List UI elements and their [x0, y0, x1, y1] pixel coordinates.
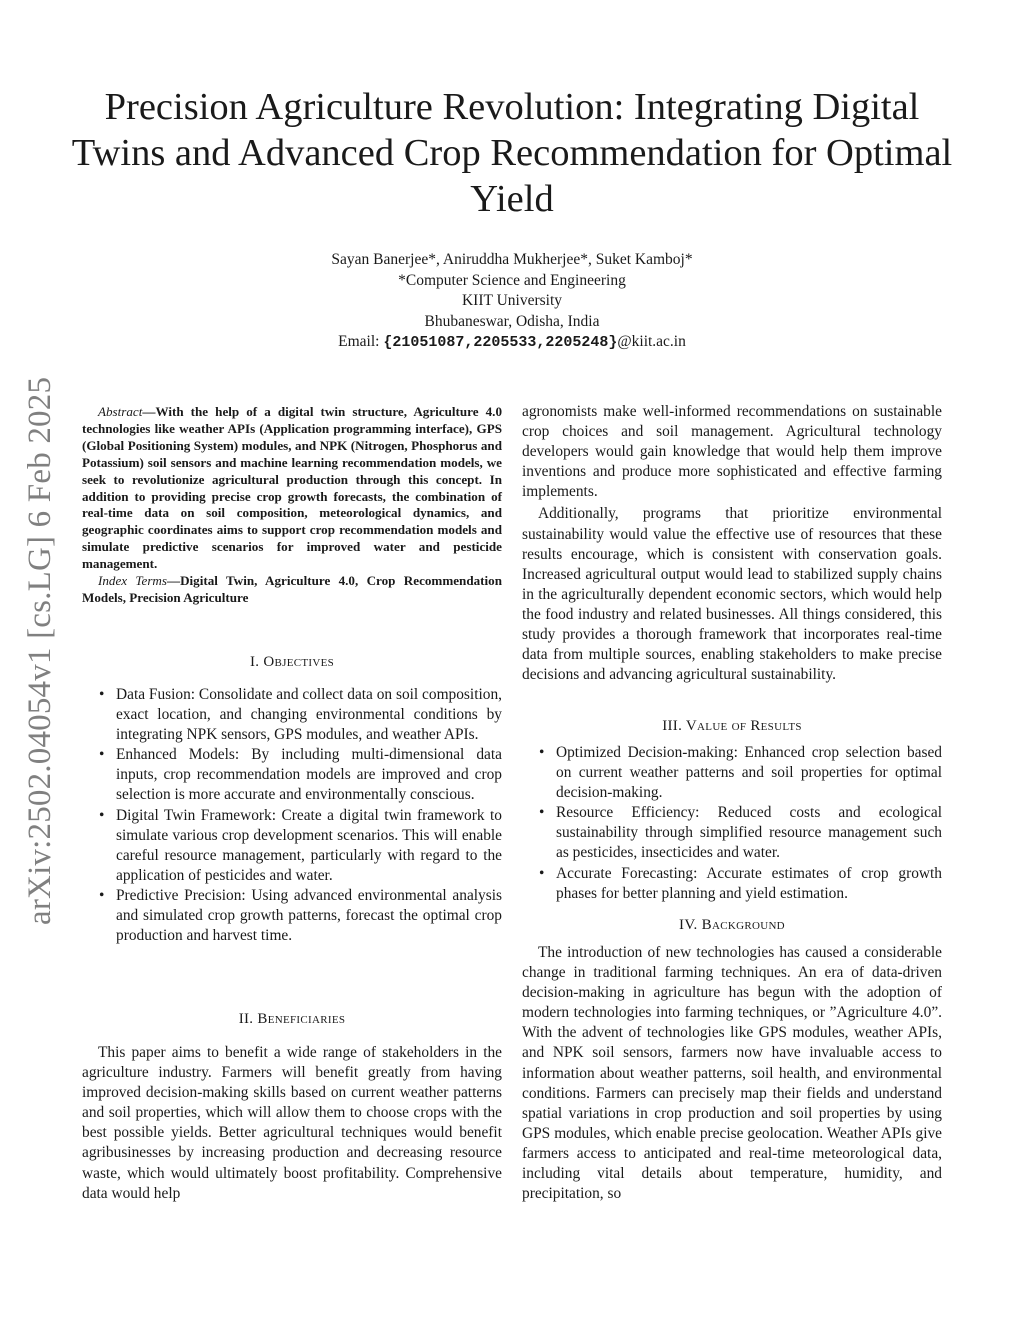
index-terms-label: Index Terms [98, 573, 167, 589]
list-item: • Digital Twin Framework: Create a digital twin framework to simulate various crop development scenarios. This will enable careful resource management, particularly with regard to the application of pesticides and water. [116, 806, 502, 886]
author-names: Sayan Banerjee*, Aniruddha Mukherjee*, Suket Kamboj* [331, 251, 693, 268]
paragraph: Additionally, programs that prioritize environmental sustainability would value the effective use of resources that these results encourage, which is consistent with conservation goals. Increased agricultural output would lead to stabilized supply chains in the agriculturally dependent economic sectors, which would help the food industry and related businesses. All things considered, this study provides a thorough framework that incorporates real-time data from multiple sources, enabling stakeholders to make precise decisions and advancing agricultural sustainability. [522, 505, 942, 684]
arxiv-stamp: arXiv:2502.04054v1 [cs.LG] 6 Feb 2025 [22, 376, 58, 925]
list-item: • Predictive Precision: Using advanced environmental analysis and simulated crop growth patterns, forecast the optimal crop production and harvest time. [116, 886, 502, 946]
list-item: • Resource Efficiency: Reduced costs and ecological sustainability through simplified resource management such as pesticides, insecticides and water. [556, 803, 942, 863]
university: KIIT University [461, 292, 563, 309]
list-item: • Enhanced Models: By including multi-dimensional data inputs, crop recommendation models are improved and crop selection is more accurate and environmentally conscious. [116, 745, 502, 805]
objectives-list [82, 685, 502, 946]
location: Bhubaneswar, Odisha, India [424, 312, 600, 330]
value-list [522, 743, 942, 904]
list-item: • Optimized Decision-making: Enhanced crop selection based on current weather patterns and soil properties for optimal decision-making. [556, 743, 942, 803]
paragraph: agronomists make well-informed recommendations on sustainable crop choices and soil management. Agricultural technology developers would gain knowledge that would help them improve inventions and produce more sophisticated and effective farming implements. [522, 403, 942, 501]
paper-title: Precision Agriculture Revolution: Integrating Digital Twins and Advanced Crop Recommendation for Optimal Yield [71, 86, 953, 220]
department: *Computer Science and Engineering [398, 271, 626, 289]
beneficiaries-continued [522, 402, 942, 685]
paragraph: This paper aims to benefit a wide range of stakeholders in the agriculture industry. Farmers will benefit greatly from having improved decision-making skills based on current weather patterns and soil properties, which will allow them to choose crops with the best possible yields. Better agricultural techniques would benefit agribusinesses by increasing production and decreasing resource waste, which would ultimately boost profitability. Comprehensive data would help [82, 1044, 502, 1202]
list-item: • Accurate Forecasting: Accurate estimates of crop growth phases for better planning and yield estimation. [556, 864, 942, 904]
abstract-block [82, 404, 502, 607]
section-heading-value-of-results: III. Value of Results [662, 718, 802, 734]
abstract-label: Abstract [98, 404, 143, 419]
section-heading-objectives: I. Objectives [249, 654, 335, 670]
email-line [200, 332, 824, 354]
index-terms [82, 573, 502, 607]
abstract [82, 404, 502, 573]
email-ids: {21051087,2205533,2205248} [383, 334, 618, 351]
email-label: Email: [338, 333, 380, 350]
paragraph: The introduction of new technologies has caused a considerable change in traditional farming techniques. An era of data-driven decision-making in agriculture has begun with the adoption of modern technologies into farming techniques, or ”Agriculture 4.0”. With the advent of technologies like GPS modules, weather APIs, and NPK soil sensors, farmers now have invaluable access to information about weather patterns, soil health, and environmental conditions. Farmers can precisely map their fields and understand spatial variations in crop production and soil properties by using GPS modules, which enable precise geolocation. Weather APIs give farmers access to anticipated and real-time meteorological data, including vital details about temperature, humidity, and precipitation, so [522, 944, 942, 1203]
index-terms-text: —Digital Twin, Agriculture 4.0, Crop Recommendation Models, Precision Agriculture [82, 573, 502, 605]
beneficiaries-body [82, 1043, 502, 1204]
background-body [522, 943, 942, 1204]
section-heading-beneficiaries: II. Beneficiaries [238, 1011, 346, 1027]
author-block [200, 250, 824, 354]
abstract-text: —With the help of a digital twin structure, Agriculture 4.0 technologies like weather APIs (Application programming interface), GPS (Global Positioning System) modules, and NPK (Nitrogen, Phosphorus and Potassium) soil sensors and machine learning recommendation models, we seek to revolutionize agricultural production through this concept. In addition to providing precise crop growth forecasts, the combination of real-time data on soil composition, meteorological dynamics, and geographic coordinates aims to support crop recommendation models and simulate predictive scenarios for improved water and pesticide management. [82, 404, 502, 572]
list-item: • Data Fusion: Consolidate and collect data on soil composition, exact location, and changing environmental conditions by integrating NPK sensors, GPS modules, and weather APIs. [116, 685, 502, 745]
section-heading-background: IV. Background [679, 917, 785, 933]
email-domain: @kiit.ac.in [617, 333, 686, 350]
